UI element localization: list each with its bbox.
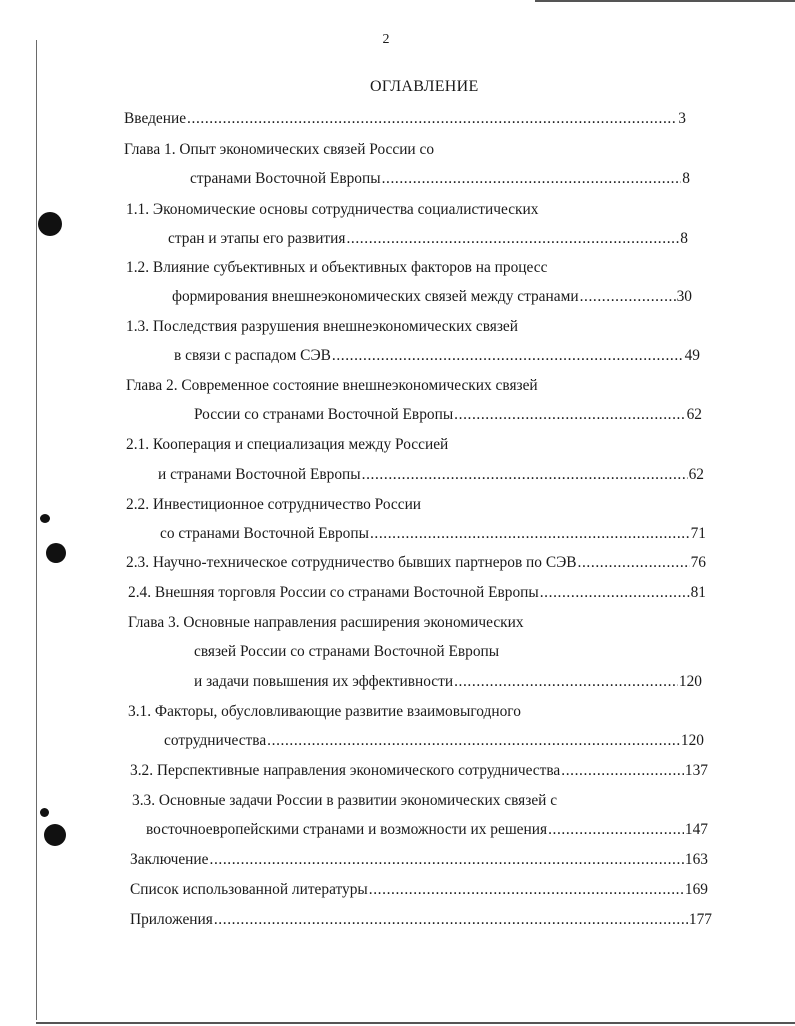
toc-entry-label: 2.4. Внешняя торговля России со странами Восточной Европы xyxy=(128,584,539,601)
toc-leader-dots xyxy=(210,849,684,871)
toc-entry-label: Глава 3. Основные направления расширения экономических xyxy=(128,614,524,631)
toc-entry-page: 120 xyxy=(680,732,704,749)
toc-leader-dots xyxy=(578,552,690,574)
toc-entry xyxy=(160,523,706,545)
toc-leader-dots xyxy=(214,909,688,931)
toc-entry-label: странами Восточной Европы xyxy=(190,170,381,187)
punch-hole-mark xyxy=(40,808,49,817)
scan-top-edge xyxy=(535,0,795,2)
toc-entry xyxy=(126,257,547,279)
toc-entry-page: 8 xyxy=(682,170,690,187)
toc-entry xyxy=(130,849,708,871)
toc-entry-label: 3.3. Основные задачи России в развитии экономических связей с xyxy=(132,792,558,809)
toc-leader-dots xyxy=(362,464,688,486)
toc-leader-dots xyxy=(187,108,677,130)
toc-entry-label: 2.2. Инвестиционное сотрудничество России xyxy=(126,496,422,513)
toc-entry-page: 62 xyxy=(688,466,704,483)
toc-entry-page: 8 xyxy=(680,230,688,247)
punch-hole-mark xyxy=(38,212,62,236)
toc-entry-label: стран и этапы его развития xyxy=(168,230,346,247)
toc-entry xyxy=(146,819,708,841)
toc-entry-label: 2.3. Научно-техническое сотрудничество бывших партнеров по СЭВ xyxy=(126,554,577,571)
toc-entry xyxy=(126,434,448,456)
toc-entry xyxy=(126,552,706,574)
toc-entry-label: Список использованной литературы xyxy=(130,881,368,898)
toc-entry-label: России со странами Восточной Европы xyxy=(194,406,454,423)
toc-entry-page: 147 xyxy=(684,821,708,838)
toc-leader-dots xyxy=(370,523,690,545)
toc-entry xyxy=(126,316,518,338)
page-number: 2 xyxy=(382,32,390,47)
toc-entry-page: 169 xyxy=(684,881,708,898)
toc-entry xyxy=(132,790,557,812)
toc-entry-label: Введение xyxy=(124,110,187,127)
toc-entry-page: 62 xyxy=(686,406,702,423)
toc-entry-page: 76 xyxy=(690,554,706,571)
toc-entry-label: связей России со странами Восточной Европы xyxy=(194,643,500,660)
toc-entry-page: 3 xyxy=(678,110,686,127)
toc-entry xyxy=(128,612,524,634)
toc-entry xyxy=(128,582,706,604)
toc-entry xyxy=(126,494,421,516)
toc-entry xyxy=(130,879,708,901)
toc-entry-label: 3.2. Перспективные направления экономического сотрудничества xyxy=(130,762,561,779)
toc-entry-label: сотрудничества xyxy=(164,732,267,749)
toc-entry xyxy=(194,671,702,693)
toc-entry xyxy=(168,228,688,250)
toc-leader-dots xyxy=(548,819,684,841)
toc-entry-page: 177 xyxy=(688,911,712,928)
toc-entry-label: 1.1. Экономические основы сотрудничества социалистических xyxy=(126,201,539,218)
toc-entry xyxy=(194,641,499,663)
toc-entry-label: восточноевропейскими странами и возможности их решения xyxy=(146,821,548,838)
toc-entry xyxy=(164,730,704,752)
toc-entry-label: и странами Восточной Европы xyxy=(158,466,361,483)
toc-entry-label: 1.3. Последствия разрушения внешнеэкономических связей xyxy=(126,318,518,335)
toc-entry-page: 137 xyxy=(684,762,708,779)
scan-left-edge xyxy=(36,40,37,1020)
punch-hole-mark xyxy=(46,543,66,563)
toc-leader-dots xyxy=(454,671,678,693)
toc-entry-label: 2.1. Кооперация и специализация между Россией xyxy=(126,436,449,453)
toc-entry xyxy=(126,199,538,221)
toc-entry-page: 71 xyxy=(690,525,706,542)
toc-entry xyxy=(194,404,702,426)
toc-entry-label: со странами Восточной Европы xyxy=(160,525,369,542)
toc-entry-label: Заключение xyxy=(130,851,209,868)
toc-entry-label: и задачи повышения их эффективности xyxy=(194,673,454,690)
toc-leader-dots xyxy=(267,730,680,752)
toc-entry xyxy=(130,909,712,931)
page-title: ОГЛАВЛЕНИЕ xyxy=(370,78,479,95)
toc-leader-dots xyxy=(540,582,690,604)
toc-entry xyxy=(128,701,521,723)
toc-entry xyxy=(130,760,708,782)
toc-entry-label: Глава 1. Опыт экономических связей России со xyxy=(124,141,435,158)
toc-leader-dots xyxy=(454,404,685,426)
toc-entry-label: Приложения xyxy=(130,911,213,928)
toc-entry xyxy=(126,375,538,397)
toc-leader-dots xyxy=(580,286,676,308)
toc-entry-label: Глава 2. Современное состояние внешнеэкономических связей xyxy=(126,377,538,394)
punch-hole-mark xyxy=(40,514,50,523)
toc-entry-page: 163 xyxy=(684,851,708,868)
toc-entry-page: 120 xyxy=(678,673,702,690)
toc-entry xyxy=(124,139,434,161)
toc-entry xyxy=(174,345,700,367)
punch-hole-mark xyxy=(44,824,66,846)
toc-entry-label: 3.1. Факторы, обусловливающие развитие взаимовыгодного xyxy=(128,703,521,720)
toc-entry-page: 81 xyxy=(690,584,706,601)
toc-entry-page: 49 xyxy=(684,347,700,364)
toc-entry-label: в связи с распадом СЭВ xyxy=(174,347,331,364)
toc-leader-dots xyxy=(369,879,684,901)
toc-entry-page: 30 xyxy=(676,288,692,305)
toc-leader-dots xyxy=(382,168,682,190)
toc-entry xyxy=(190,168,690,190)
toc-leader-dots xyxy=(346,228,679,250)
scan-bottom-edge xyxy=(36,1022,795,1024)
toc-entry-label: 1.2. Влияние субъективных и объективных факторов на процесс xyxy=(126,259,548,276)
toc-entry xyxy=(172,286,692,308)
toc-entry-label: формирования внешнеэкономических связей между странами xyxy=(172,288,579,305)
toc-entry xyxy=(158,464,704,486)
toc-leader-dots xyxy=(561,760,684,782)
toc-entry xyxy=(124,108,686,130)
toc-leader-dots xyxy=(332,345,684,367)
